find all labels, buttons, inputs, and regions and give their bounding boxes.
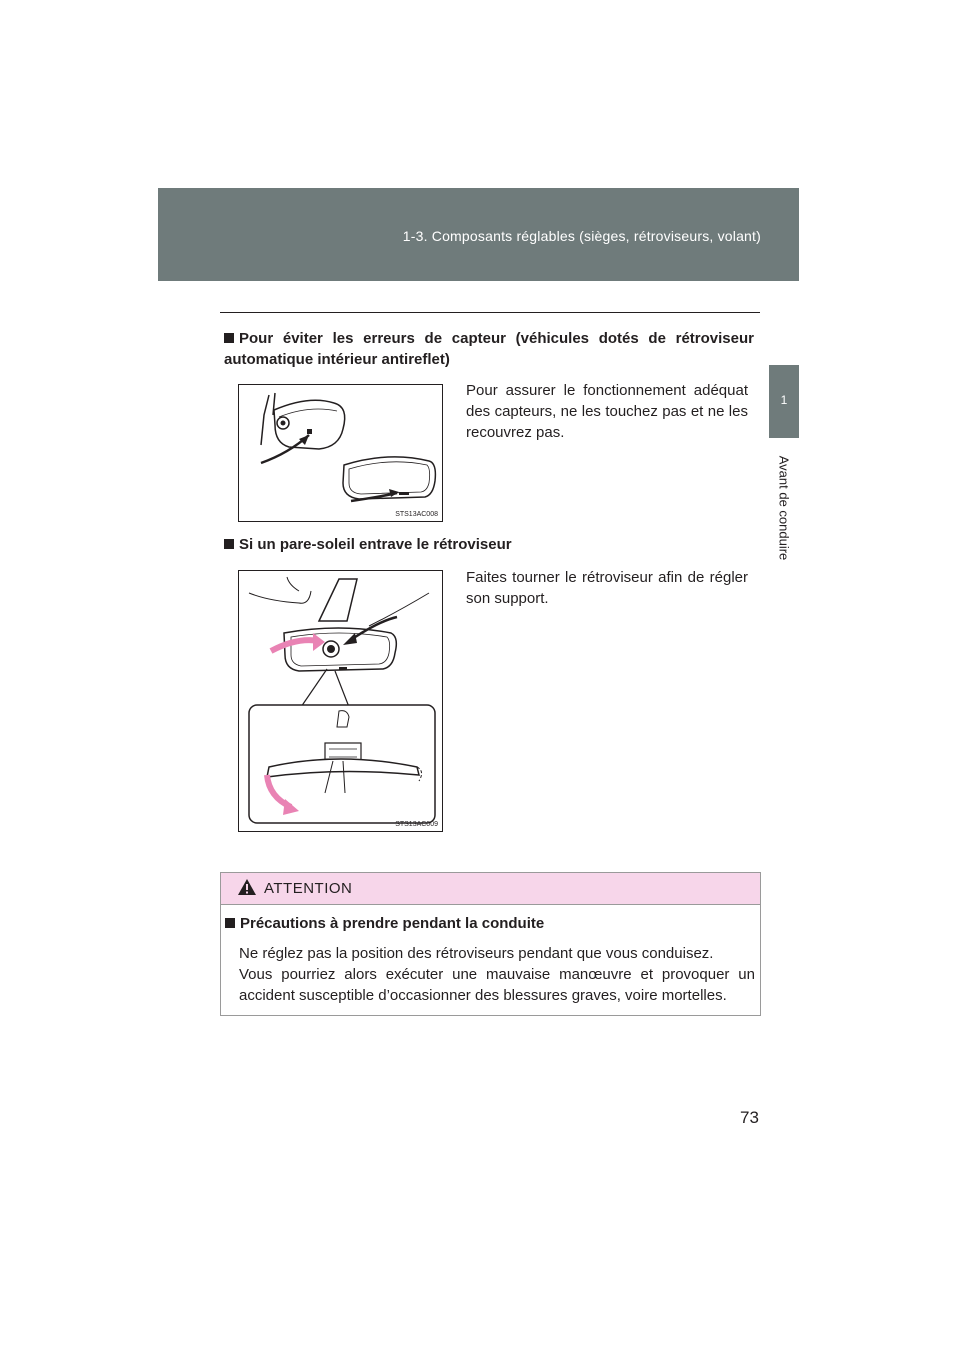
top-rule bbox=[220, 312, 760, 313]
attention-header bbox=[221, 873, 760, 905]
attention-line: Ne réglez pas la position des rétroviseurs pendant que vous conduisez. bbox=[239, 945, 714, 962]
rotate-instruction: Faites tourner le rétroviseur afin de régler son support. bbox=[466, 569, 748, 607]
square-bullet-icon bbox=[225, 918, 235, 928]
mirror-sensor-illustration bbox=[239, 385, 442, 521]
section-title: 1-3. Composants réglables (sièges, rétroviseurs, volant) bbox=[402, 228, 761, 244]
chapter-label: Avant de conduire bbox=[776, 455, 792, 561]
attention-box bbox=[220, 872, 761, 1016]
square-bullet-icon bbox=[224, 539, 234, 549]
section-heading-sunvisor: Si un pare-soleil entrave le rétroviseur bbox=[224, 534, 754, 555]
figure-code: STS13AC008 bbox=[395, 511, 438, 518]
chapter-number: 1 bbox=[780, 393, 788, 407]
warning-triangle-icon bbox=[237, 878, 257, 896]
square-bullet-icon bbox=[224, 333, 234, 343]
attention-heading: Précautions à prendre pendant la conduite bbox=[225, 915, 544, 932]
section-heading-sensor: Pour éviter les erreurs de capteur (véhicules dotés de rétroviseur automatique intérieur antireflet) bbox=[224, 330, 754, 368]
figure-code: STS13AC009 bbox=[395, 821, 438, 828]
chapter-tab bbox=[769, 365, 799, 438]
mirror-rotation-illustration bbox=[239, 571, 442, 831]
page-number: 73 bbox=[740, 1108, 759, 1127]
figure-rotate-mirror bbox=[238, 570, 443, 832]
attention-line: Vous pourriez alors exécuter une mauvaise manœuvre et provoquer un accident susceptible d’occasionner des blessures graves, voire mortelles. bbox=[239, 966, 755, 1004]
attention-body bbox=[239, 943, 755, 1006]
header-band bbox=[158, 188, 799, 281]
attention-title: ATTENTION bbox=[264, 880, 353, 897]
sensor-instruction: Pour assurer le fonctionnement adéquat des capteurs, ne les touchez pas et ne les recouvrez pas. bbox=[466, 382, 748, 441]
figure-sensor-mirror bbox=[238, 384, 443, 522]
